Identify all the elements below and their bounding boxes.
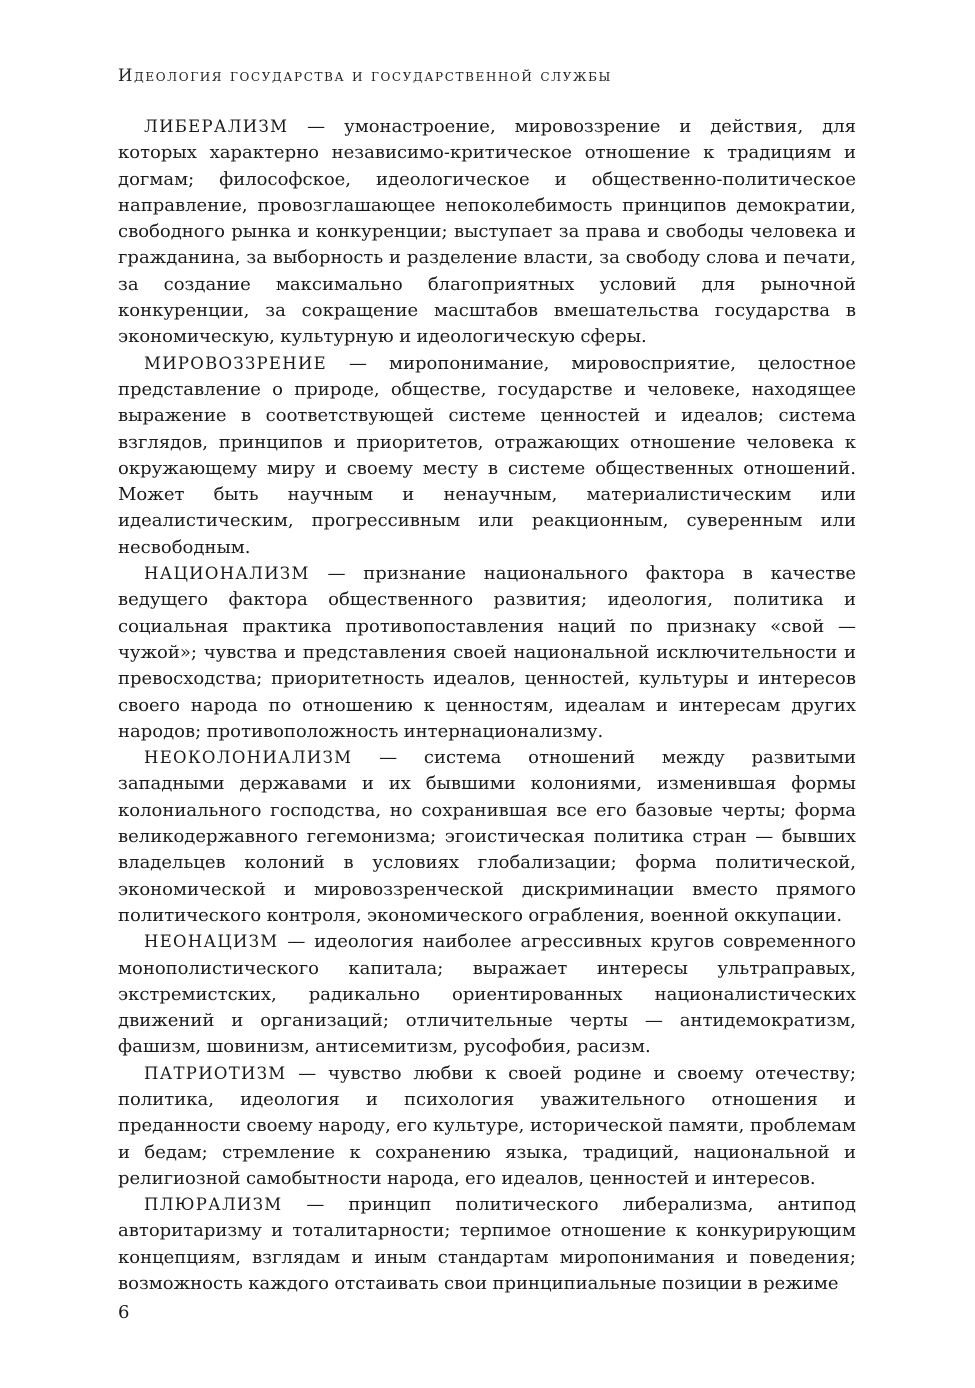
glossary-entry-patriotism	[118, 1061, 856, 1192]
entry-definition: — миропонимание, мировосприятие, целостное представление о природе, обществе, государстве и человеке, находящее выражение в соответствующей системе ценностей и идеалов; система взглядов, принципов и приоритетов, отражающих отношение человека к окружающему миру и своему месту в системе общественных отношений. Может быть научным и ненаучным, материалистическим или идеалистическим, прогрессивным или реакционным, суверенным или несвободным.	[118, 352, 856, 558]
entry-term: ПЛЮРАЛИЗМ	[144, 1195, 283, 1215]
glossary-entry-worldview	[118, 351, 856, 561]
entry-definition: — признание национального фактора в качестве ведущего фактора общественного развития; идеология, политика и социальная практика противопоставления наций по признаку «свой — чужой»; чувства и представления своей национальной исключительности и превосходства; приоритетность идеалов, ценностей, культуры и интересов своего народа по отношению к ценностям, идеалам и интересам других народов; противоположность интернационализму.	[118, 563, 856, 742]
book-page	[118, 0, 856, 1388]
entry-term: НЕОНАЦИЗМ	[144, 932, 279, 952]
entry-term: ЛИБЕРАЛИЗМ	[144, 117, 289, 136]
glossary-body	[118, 114, 856, 1297]
running-head: Идеология государства и государственной службы	[118, 66, 612, 85]
entry-term: НЕОКОЛОНИАЛИЗМ	[144, 748, 353, 768]
entry-term: ПАТРИОТИЗМ	[144, 1063, 287, 1083]
glossary-entry-neonazism	[118, 929, 856, 1060]
entry-term: НАЦИОНАЛИЗМ	[144, 564, 310, 584]
glossary-entry-liberalism	[118, 114, 856, 351]
glossary-entry-neocolonialism	[118, 745, 856, 929]
glossary-entry-nationalism	[118, 561, 856, 745]
page-number: 6	[118, 1302, 130, 1323]
entry-definition: — принцип политического либерализма, антипод авторитаризму и тоталитарности; терпимое отношение к конкурирующим концепциям, взглядам и иным стандартам миропонимания и поведения; возможность каждого отстаивать свои принципиальные позиции в режиме	[118, 1194, 856, 1295]
entry-term: МИРОВОЗЗРЕНИЕ	[144, 353, 327, 373]
entry-definition: — идеология наиболее агрессивных кругов современного монополистического капитала; выражает интересы ультраправых, экстремистских, радикально ориентированных националистических движений и организаций; отличительные черты — антидемократизм, фашизм, шовинизм, антисемитизм, русофобия, расизм.	[118, 931, 856, 1058]
entry-definition: — умонастроение, мировоззрение и действия, для которых характерно независимо-критическое отношение к традициям и догмам; философское, идеологическое и общественно-политическое направление, провозглашающее непоколебимость принципов демократии, свободного рынка и конкуренции; выступает за права и свободы человека и гражданина, за выборность и разделение власти, за свободу слова и печати, за создание максимально благоприятных условий для рыночной конкуренции, за сокращение масштабов вмешательства государства в экономическую, культурную и идеологическую сферы.	[118, 116, 856, 348]
glossary-entry-pluralism	[118, 1192, 856, 1297]
entry-definition: — чувство любви к своей родине и своему отечеству; политика, идеология и психология уважительного отношения и преданности своему народу, его культуре, исторической памяти, проблемам и бедам; стремление к сохранению языка, традиций, национальной и религиозной самобытности народа, его идеалов, ценностей и интересов.	[118, 1062, 856, 1189]
entry-definition: — система отношений между развитыми западными державами и их бывшими колониями, изменившая формы колониального господства, но сохранившая все его базовые черты; форма великодержавного гегемонизма; эгоистическая политика стран — бывших владельцев колоний в условиях глобализации; форма политической, экономической и мировоззренческой дискриминации вместо прямого политического контроля, экономического ограбления, военной оккупации.	[118, 747, 856, 926]
